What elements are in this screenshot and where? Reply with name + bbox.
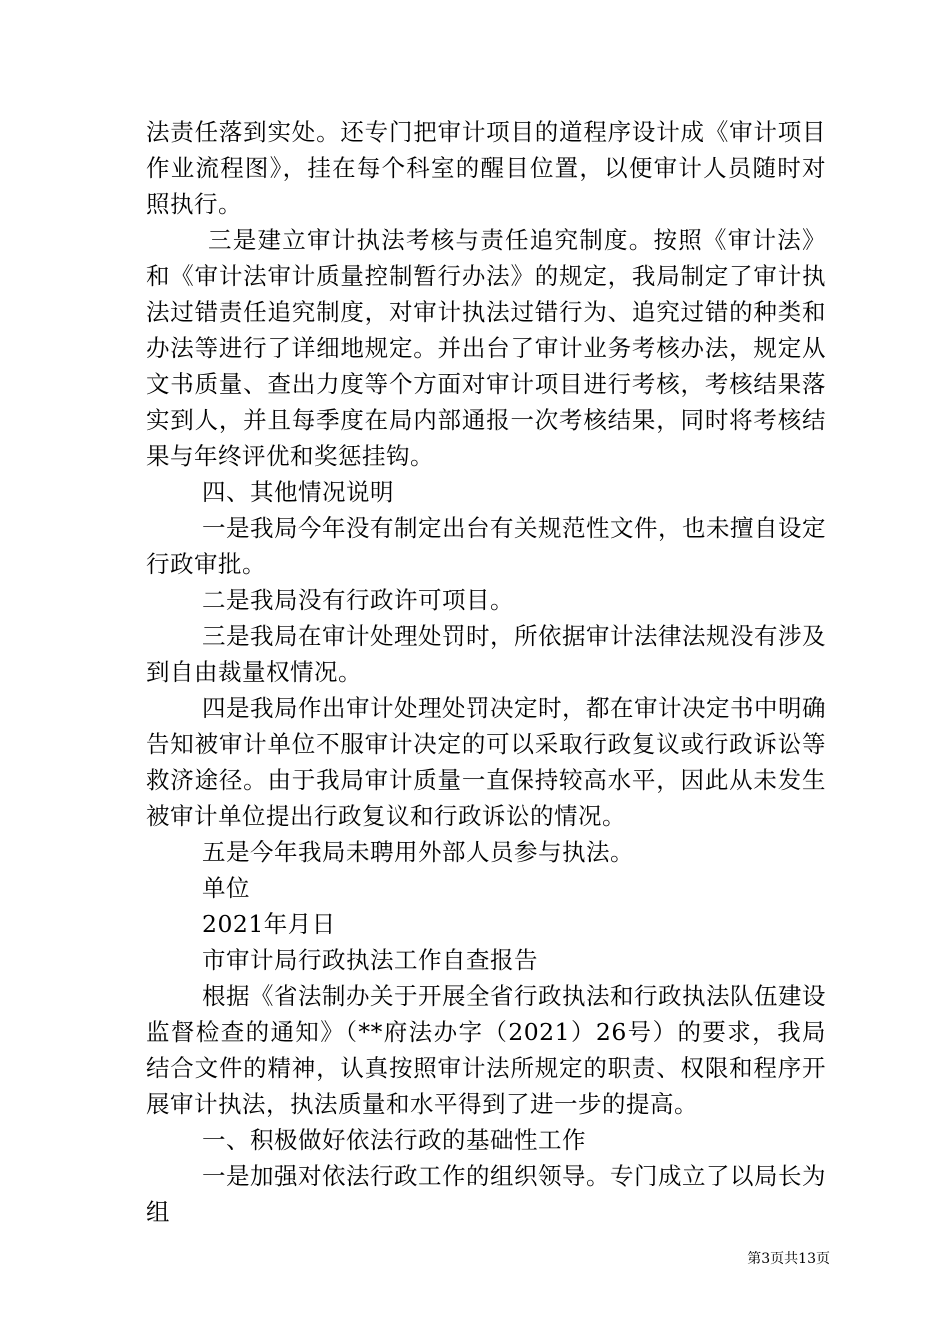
page-number-footer: 第3页共13页	[747, 1251, 830, 1267]
paragraph: 四是我局作出审计处理处罚决定时，都在审计决定书中明确告知被审计单位不服审计决定的可以采取行政复议或行政诉讼等救济途径。由于我局审计质量一直保持较高水平，因此从未发生被审计单位提出行政复议和行政诉讼的情况。	[146, 694, 826, 830]
paragraph: 五是今年我局未聘用外部人员参与执法。	[202, 838, 634, 866]
paragraph: 一是加强对依法行政工作的组织领导。专门成立了以局长为组	[146, 1162, 826, 1226]
section-heading: 一、积极做好依法行政的基础性工作	[202, 1126, 586, 1154]
section-heading: 四、其他情况说明	[202, 478, 394, 506]
paragraph: 一是我局今年没有制定出台有关规范性文件，也未擅自设定行政审批。	[146, 514, 826, 578]
paragraph: 三是我局在审计处理处罚时，所依据审计法律法规没有涉及到自由裁量权情况。	[146, 622, 826, 686]
paragraph: 三是建立审计执法考核与责任追究制度。按照《审计法》和《审计法审计质量控制暂行办法》的规定，我局制定了审计执法过错责任追究制度，对审计执法过错行为、追究过错的种类和办法等进行了详细地规定。并出台了审计业务考核办法，规定从文书质量、查出力度等个方面对审计项目进行考核，考核结果落实到人，并且每季度在局内部通报一次考核结果，同时将考核结果与年终评优和奖惩挂钩。	[146, 226, 826, 470]
signature-unit: 单位	[202, 874, 250, 902]
paragraph: 根据《省法制办关于开展全省行政执法和行政执法队伍建设监督检查的通知》（**府法办字（2021）26号）的要求，我局结合文件的精神，认真按照审计法所规定的职责、权限和程序开展审计执法，执法质量和水平得到了进一步的提高。	[146, 982, 826, 1118]
paragraph: 法责任落到实处。还专门把审计项目的道程序设计成《审计项目作业流程图》，挂在每个科室的醒目位置，以便审计人员随时对照执行。	[146, 118, 826, 218]
paragraph: 二是我局没有行政许可项目。	[202, 586, 514, 614]
document-body	[146, 114, 826, 1230]
signature-date: 2021年月日	[202, 910, 336, 938]
report-title: 市审计局行政执法工作自查报告	[202, 946, 538, 974]
